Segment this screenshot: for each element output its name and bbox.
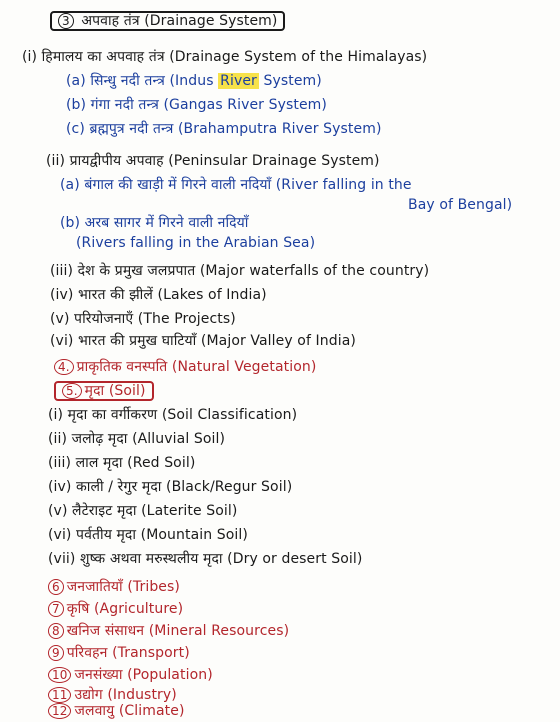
topic-text: उद्योग (Industry) — [74, 687, 177, 703]
peninsular-drainage-title: (ii) प्रायद्वीपीय अपवाह (Peninsular Drainage System) — [46, 153, 380, 169]
ganga-river-system: (b) गंगा नदी तन्त्र (Gangas River System) — [66, 97, 327, 113]
valleys-item: (vi) भारत की प्रमुख घाटियाँ (Major Valley of India) — [50, 333, 356, 349]
topic-number: 8 — [48, 623, 64, 639]
soil-item: (i) मृदा का वर्गीकरण (Soil Classification) — [48, 407, 298, 423]
lakes-item: (iv) भारत की झीलें (Lakes of India) — [50, 287, 267, 303]
rivers-bay-of-bengal: (a) बंगाल की खाड़ी में गिरने वाली नदियाँ (River falling in the — [60, 177, 412, 193]
topic-transport — [48, 644, 190, 662]
soil-item: (ii) जलोढ़ मृदा (Alluvial Soil) — [48, 431, 226, 447]
waterfalls-item: (iii) देश के प्रमुख जलप्रपात (Major waterfalls of the country) — [50, 263, 430, 279]
himalaya-drainage-title: (i) हिमालय का अपवाह तंत्र (Drainage System of the Himalayas) — [22, 49, 428, 65]
topic-number: 6 — [48, 579, 64, 595]
topic-number: 9 — [48, 645, 64, 661]
topic-text: जनजातियाँ (Tribes) — [66, 579, 180, 595]
highlighted-word: River — [220, 73, 257, 89]
indus-prefix: (a) सिन्धु नदी तन्त्र (Indus — [66, 73, 219, 89]
topic-mineral-resources — [48, 622, 289, 640]
topic-number: 7 — [48, 601, 64, 617]
heading-natural-vegetation — [54, 358, 316, 376]
heading-text: प्राकृतिक वनस्पति (Natural Vegetation) — [76, 359, 317, 375]
rivers-bay-of-bengal-cont: Bay of Bengal) — [408, 197, 513, 213]
topic-climate — [48, 702, 185, 720]
heading-soil — [54, 382, 154, 400]
rivers-arabian-sea-english: (Rivers falling in the Arabian Sea) — [76, 235, 316, 251]
soil-item: (vii) शुष्क अथवा मरुस्थलीय मृदा (Dry or desert Soil) — [48, 551, 363, 567]
topic-population — [48, 666, 213, 684]
heading-number: 3 — [58, 13, 74, 29]
topic-tribes — [48, 578, 180, 596]
topic-number: 10 — [48, 667, 71, 683]
heading-drainage-system — [50, 12, 285, 30]
topic-text: खनिज संसाधन (Mineral Resources) — [66, 623, 290, 639]
soil-item: (iv) काली / रेगुर मृदा (Black/Regur Soil) — [48, 479, 293, 495]
soil-item: (vi) पर्वतीय मृदा (Mountain Soil) — [48, 527, 248, 543]
heading-text: मृदा (Soil) — [84, 383, 146, 399]
topic-text: जनसंख्या (Population) — [74, 667, 213, 683]
heading-hindi: अपवाह तंत्र — [81, 13, 140, 29]
brahmaputra-river-system: (c) ब्रह्मपुत्र नदी तन्त्र (Brahamputra River System) — [66, 121, 382, 137]
topic-text: कृषि (Agriculture) — [66, 601, 184, 617]
heading-number: 5. — [62, 383, 82, 399]
topic-agriculture — [48, 600, 183, 618]
soil-item: (iii) लाल मृदा (Red Soil) — [48, 455, 196, 471]
indus-suffix: System) — [258, 73, 322, 89]
topic-number: 11 — [48, 687, 71, 703]
heading-number: 4. — [54, 359, 74, 375]
soil-item: (v) लैटेराइट मृदा (Laterite Soil) — [48, 503, 238, 519]
indus-river-system — [66, 72, 322, 90]
rivers-arabian-sea: (b) अरब सागर में गिरने वाली नदियाँ — [60, 215, 249, 231]
topic-text: परिवहन (Transport) — [66, 645, 190, 661]
topic-text: जलवायु (Climate) — [74, 703, 185, 719]
projects-item: (v) परियोजनाएँ (The Projects) — [50, 311, 236, 327]
topic-number: 12 — [48, 703, 71, 719]
heading-english: (Drainage System) — [144, 13, 278, 29]
